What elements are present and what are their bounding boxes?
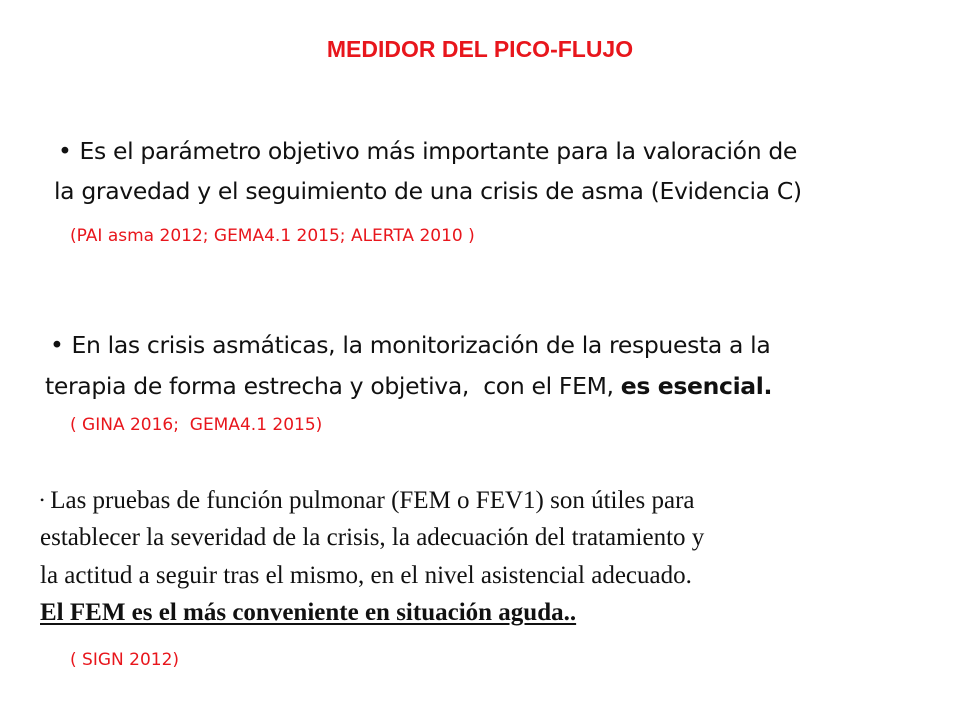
point2-emphasis: es esencial. [620, 372, 773, 400]
point2-text-line2: terapia de forma estrecha y objetiva, con el FEM, [45, 372, 621, 400]
point3-bullet: • [40, 493, 45, 507]
point2-line1 [50, 331, 770, 359]
point3-line3: la actitud a seguir tras el mismo, en el nivel asistencial adecuado. [40, 562, 692, 589]
point1-reference: (PAI asma 2012; GEMA4.1 2015; ALERTA 2010 ) [70, 226, 475, 246]
point3-text-line1: Las pruebas de función pulmonar (FEM o FEV1) son útiles para [50, 487, 695, 514]
point2-reference: ( GINA 2016; GEMA4.1 2015) [70, 415, 323, 435]
point1-text-line1: Es el parámetro objetivo más importante para la valoración de [79, 137, 798, 165]
point1-bullet: • [58, 137, 72, 165]
slide-title: MEDIDOR DEL PICO-FLUJO [326, 36, 634, 62]
point3-reference: ( SIGN 2012) [70, 650, 180, 670]
point1-line2: la gravedad y el seguimiento de una crisis de asma (Evidencia C) [54, 177, 802, 205]
point2-line2 [45, 372, 772, 400]
point3-emphasis: El FEM es el más conveniente en situación aguda.. [40, 599, 577, 626]
point2-bullet: • [50, 331, 64, 359]
point3-line1 [40, 487, 695, 515]
point3-line2: establecer la severidad de la crisis, la adecuación del tratamiento y [40, 524, 705, 551]
point1-line1 [58, 137, 797, 165]
point2-text-line1: En las crisis asmáticas, la monitorización de la respuesta a la [71, 331, 771, 359]
